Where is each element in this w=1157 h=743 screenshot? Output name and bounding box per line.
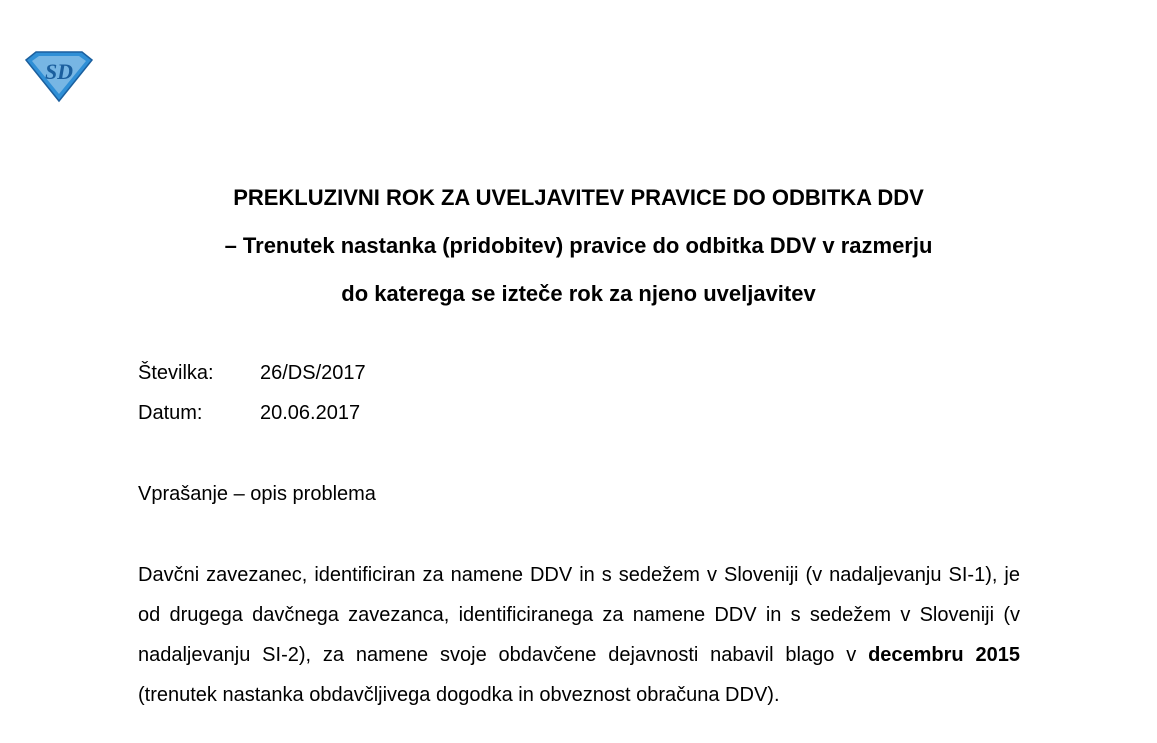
body-paragraph: [138, 555, 1020, 715]
date-value: 20.06.2017: [260, 402, 361, 424]
number-label: Številka:: [138, 362, 214, 384]
document-title: [120, 174, 1037, 318]
body-bold-date: decembru 2015: [868, 644, 1020, 666]
number-value: 26/DS/2017: [260, 362, 366, 384]
document-date-row: [138, 393, 360, 433]
document-number-row: [138, 353, 366, 393]
title-line-1: PREKLUZIVNI ROK ZA UVELJAVITEV PRAVICE DO ODBITKA DDV: [233, 185, 924, 210]
date-label: Datum:: [138, 402, 203, 424]
body-text-part-1: Davčni zavezanec, identificiran za namene DDV in s sedežem v Sloveniji (v nadaljevanju SI-1), je od drugega davčnega zavezanca, identificiranega za namene DDV in s sedežem v Sloveniji (v nadaljevanju SI-2), za namene svoje obdavčene dejavnosti nabavil blago v: [138, 564, 1020, 666]
question-heading: Vprašanje – opis problema: [138, 483, 376, 505]
svg-text:SD: SD: [44, 59, 74, 84]
title-line-3: do katerega se izteče rok za njeno uveljavitev: [341, 281, 816, 306]
title-line-2: – Trenutek nastanka (pridobitev) pravice do odbitka DDV v razmerju: [224, 233, 933, 258]
body-text-part-2: (trenutek nastanka obdavčljivega dogodka in obveznost obračuna DDV).: [138, 684, 780, 706]
company-logo: [22, 48, 96, 104]
